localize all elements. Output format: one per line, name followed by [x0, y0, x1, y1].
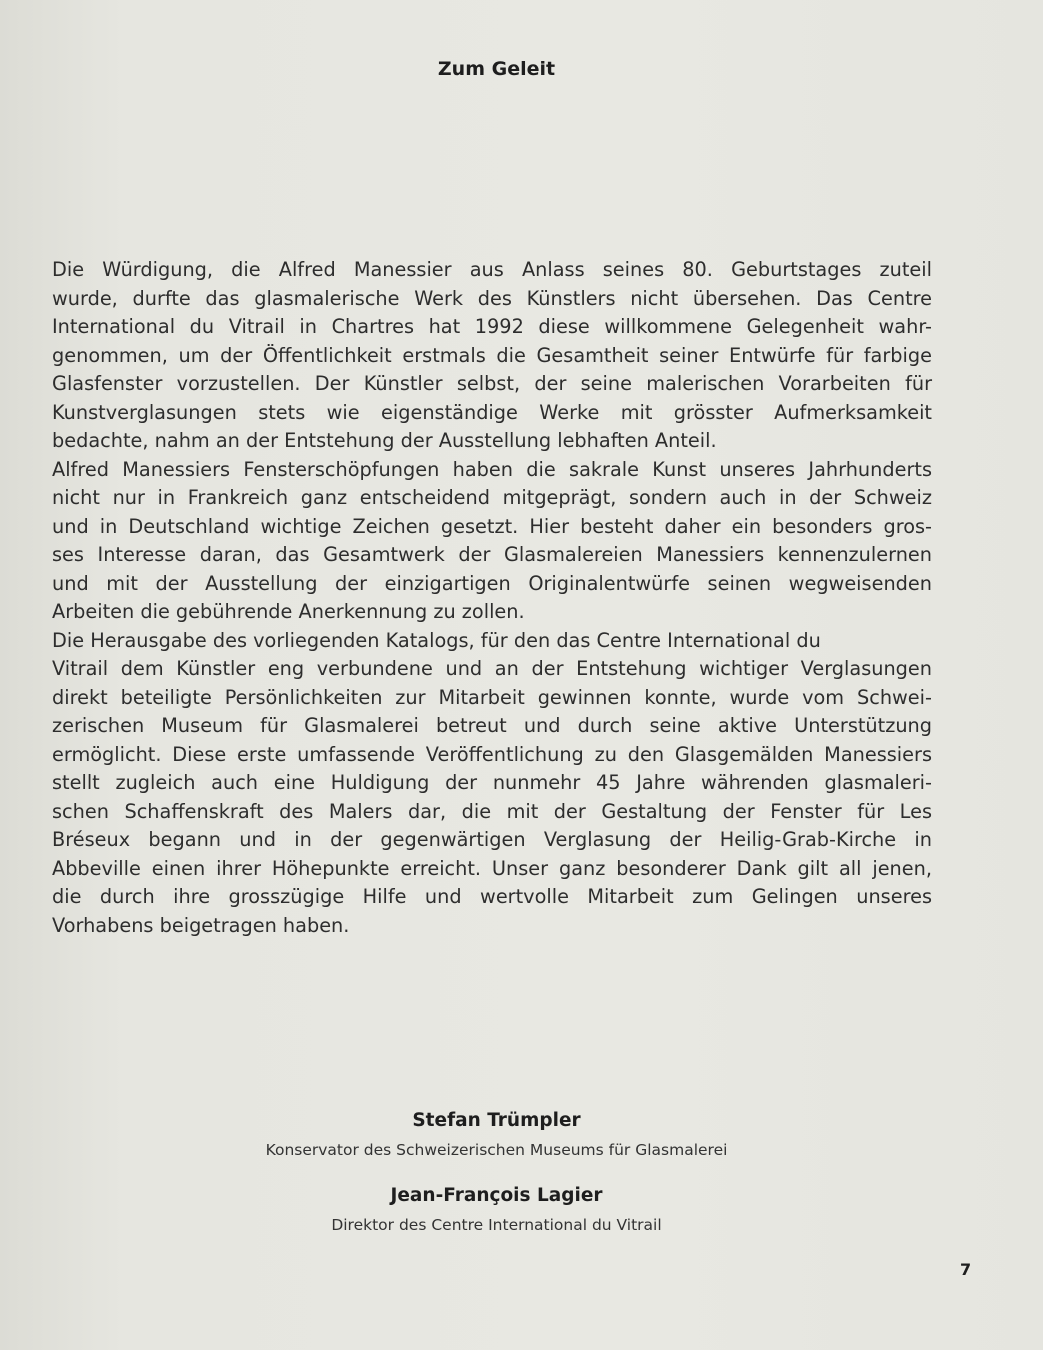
body-line: Arbeiten die gebührende Anerkennung zu zollen.	[52, 600, 525, 623]
body-line: ses Interesse daran, das Gesamtwerk der Glasmalereien Manessiers kennenzulernen	[52, 543, 932, 566]
body-line: genommen, um der Öffentlichkeit erstmals die Gesamtheit seiner Entwürfe für farbige	[52, 343, 932, 367]
body-line: International du Vitrail in Chartres hat 1992 diese willkommene Gelegenheit wahr-	[52, 315, 932, 338]
signature-name-lagier: Jean-François Lagier	[390, 1185, 603, 1206]
body-line: und in Deutschland wichtige Zeichen gesetzt. Hier besteht daher ein besonders gros-	[52, 514, 932, 538]
body-line: bedachte, nahm an der Entstehung der Ausstellung lebhaften Anteil.	[52, 429, 717, 452]
body-line: Vorhabens beigetragen haben.	[52, 913, 350, 937]
body-line: und mit der Ausstellung der einzigartigen Originalentwürfe seinen wegweisenden	[52, 571, 932, 595]
signature-role-lagier: Direktor des Centre International du Vitrail	[331, 1216, 662, 1234]
signature-role-truempler: Konservator des Schweizerischen Museums für Glasmalerei	[265, 1141, 728, 1159]
body-line: Die Herausgabe des vorliegenden Katalogs, für den das Centre International du	[52, 628, 821, 652]
body-line: Alfred Manessiers Fensterschöpfungen haben die sakrale Kunst unseres Jahrhunderts	[52, 457, 932, 481]
body-line: wurde, durfte das glasmalerische Werk des Künstlers nicht übersehen. Das Centre	[52, 286, 932, 310]
page-heading: Zum Geleit	[437, 58, 556, 80]
body-line: schen Schaffenskraft des Malers dar, die mit der Gestaltung der Fenster für Les	[52, 799, 932, 823]
signature-name-truempler: Stefan Trümpler	[412, 1110, 581, 1131]
body-line: zerischen Museum für Glasmalerei betreut und durch seine aktive Unterstützung	[52, 714, 932, 737]
body-line: Kunstverglasungen stets wie eigenständige Werke mit grösster Aufmerksamkeit	[52, 400, 932, 424]
body-line: stellt zugleich auch eine Huldigung der nunmehr 45 Jahre währenden glasmaleri-	[52, 771, 932, 794]
body-line: die durch ihre grosszügige Hilfe und wertvolle Mitarbeit zum Gelingen unseres	[52, 885, 932, 908]
body-line: Vitrail dem Künstler eng verbundene und an der Entstehung wichtiger Verglasungen	[52, 657, 932, 680]
body-line: Glasfenster vorzustellen. Der Künstler selbst, der seine malerischen Vorarbeiten für	[52, 372, 932, 395]
body-line: Die Würdigung, die Alfred Manessier aus Anlass seines 80. Geburtstages zuteil	[52, 258, 932, 281]
body-line: ermöglicht. Diese erste umfassende Veröffentlichung zu den Glasgemälden Manessiers	[52, 742, 932, 766]
body-line: Bréseux begann und in der gegenwärtigen Verglasung der Heilig-Grab-Kirche in	[52, 828, 932, 851]
body-line: Abbeville einen ihrer Höhepunkte erreicht. Unser ganz besonderer Dank gilt all jenen,	[52, 856, 932, 880]
page-number: 7	[960, 1260, 972, 1279]
body-line: direkt beteiligte Persönlichkeiten zur Mitarbeit gewinnen konnte, wurde vom Schwei-	[52, 685, 932, 709]
foreword-body	[52, 256, 932, 940]
body-line: nicht nur in Frankreich ganz entscheidend mitgeprägt, sondern auch in der Schweiz	[52, 486, 932, 509]
